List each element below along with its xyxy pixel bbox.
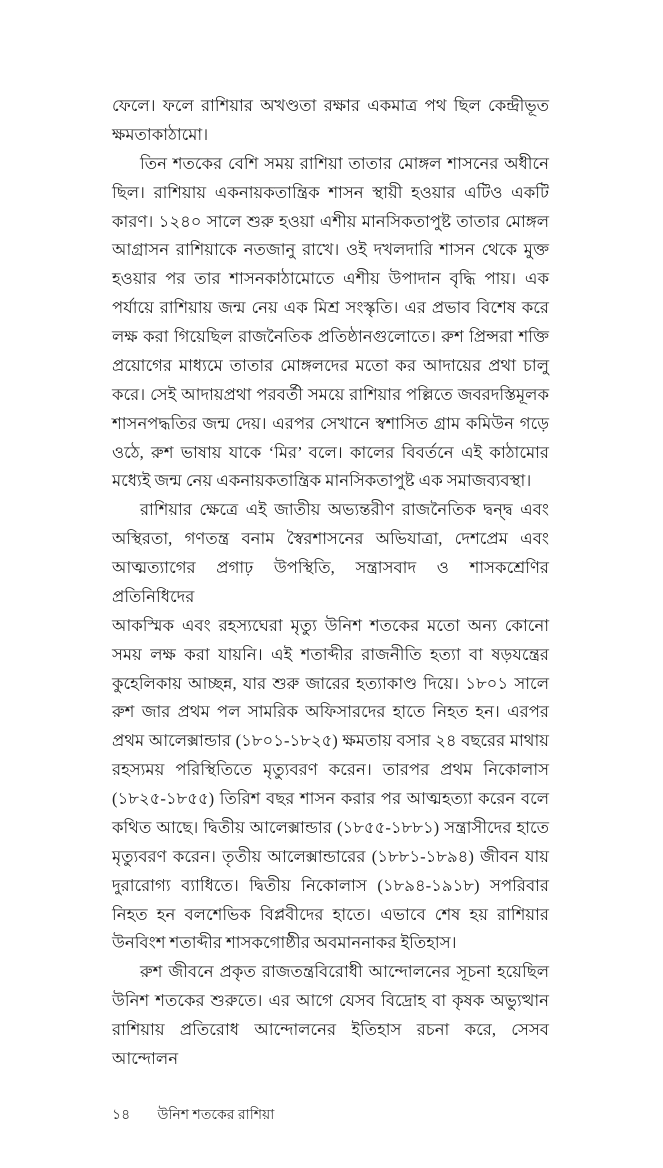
text-line: করে। সেই আদায়প্রথা পরবর্তী সময়ে রাশিয়ার পল্লিতে জবরদস্তিমূলক [112,384,549,404]
text-line: আত্মত্যাগের প্রগাঢ় উপস্থিতি, সন্ত্রাসবাদ ও শাসকশ্রেণির প্রতিনিধিদের [112,558,549,606]
text-line: আকস্মিক এবং রহস্যঘেরা মৃত্যু উনিশ শতকের মতো অন্য কোনো [112,615,549,635]
text-line: হওয়ার পর তার শাসনকাঠামোতে এশীয় উপাদান বৃদ্ধি পায়। এক [112,269,549,289]
paragraph [112,150,549,497]
text-line: প্রয়োগের মাধ্যমে তাতার মোঙ্গলদের মতো কর আদায়ের প্রথা চালু [112,355,549,375]
text-line: অস্থিরতা, গণতন্ত্র বনাম স্বৈরশাসনের অভিযাত্রা, দেশপ্রেম এবং [112,529,549,549]
text-line: ছিল। রাশিয়ায় একনায়কতান্ত্রিক শাসন স্থায়ী হওয়ার এটিও একটি [112,182,549,202]
text-line: তিন শতকের বেশি সময় রাশিয়া তাতার মোঙ্গল শাসনের অধীনে [140,153,549,173]
text-line: শাসনপদ্ধতির জন্ম দেয়। এরপর সেখানে স্বশাসিত গ্রাম কমিউন গড়ে [112,413,549,433]
text-line: (১৮২৫-১৮৫৫) তিরিশ বছর শাসন করার পর আত্মহত্যা করেন বলে [112,789,549,808]
text-line: রাশিয়ার ক্ষেত্রে এই জাতীয় অভ্যন্তরীণ রাজনৈতিক দ্বন্দ্ব এবং [140,500,549,520]
text-line: রাশিয়ায় প্রতিরোধ আন্দোলনের ইতিহাস রচনা করে, সেসব আন্দোলন [112,1020,549,1068]
text-line: রহস্যময় পরিস্থিতিতে মৃত্যুবরণ করেন। তারপর প্রথম নিকোলাস [112,760,549,780]
text-line: রুশ জীবনে প্রকৃত রাজতন্ত্রবিরোধী আন্দোলনের সূচনা হয়েছিল [140,962,549,982]
running-title: উনিশ শতকের রাশিয়া [157,1107,275,1123]
text-line: কথিত আছে। দ্বিতীয় আলেক্সান্ডার (১৮৫৫-১৮৮১) সন্ত্রাসীদের হাতে [112,817,549,837]
text-line: মধ্যেই জন্ম নেয় একনায়কতান্ত্রিক মানসিকতাপুষ্ট এক সমাজব্যবস্থা। [112,471,532,491]
text-line: মৃত্যুবরণ করেন। তৃতীয় আলেক্সান্ডারের (১৮৮১-১৮৯৪) জীবন যায় [112,846,549,866]
text-line: ওঠে, রুশ ভাষায় যাকে ‘মির’ বলে। কালের বিবর্তনে এই কাঠামোর [112,442,549,462]
paragraph [112,496,549,958]
text-line: নিহত হন বলশেভিক বিপ্লবীদের হাতে। এভাবে শেষ হয় রাশিয়ার [112,904,549,924]
text-line: লক্ষ করা গিয়েছিল রাজনৈতিক প্রতিষ্ঠানগুলোতে। রুশ প্রিন্সরা শক্তি [112,327,549,346]
text-line: পর্যায়ে রাশিয়ায় জন্ম নেয় এক মিশ্র সংস্কৃতি। এর প্রভাব বিশেষ করে [112,298,549,318]
text-line: প্রথম আলেক্সান্ডার (১৮০১-১৮২৫) ক্ষমতায় বসার ২৪ বছরের মাথায় [112,731,549,751]
body-text [112,0,549,1074]
page-footer [112,1104,663,1168]
paragraph [112,958,549,1074]
text-line: কুহেলিকায় আচ্ছন্ন, যার শুরু জারের হত্যাকাণ্ড দিয়ে। ১৮০১ সালে [112,673,549,693]
text-line: আগ্রাসন রাশিয়াকে নতজানু রাখে। ওই দখলদারি শাসন থেকে মুক্ত [112,240,549,260]
text-line: রুশ জার প্রথম পল সামরিক অফিসারদের হাতে নিহত হন। এরপর [112,702,549,722]
text-line: সময় লক্ষ করা যায়নি। এই শতাব্দীর রাজনীতি হত্যা বা ষড়যন্ত্রের [112,644,549,664]
text-line: উনিশ শতকের শুরুতে। এর আগে যেসব বিদ্রোহ বা কৃষক অভ্যুত্থান [112,991,549,1011]
paragraph [112,92,549,150]
text-line: ক্ষমতাকাঠামো। [112,124,209,144]
page-number: ১৪ [112,1107,131,1123]
text-line: ফেলে। ফলে রাশিয়ার অখণ্ডতা রক্ষার একমাত্র পথ ছিল কেন্দ্রীভূত [112,96,549,115]
text-line: দুরারোগ্য ব্যাধিতে। দ্বিতীয় নিকোলাস (১৮৯৪-১৯১৮) সপরিবার [112,875,549,895]
text-line: কারণ। ১২৪০ সালে শুরু হওয়া এশীয় মানসিকতাপুষ্ট তাতার মোঙ্গল [112,211,549,231]
text-line: উনবিংশ শতাব্দীর শাসকগোষ্ঠীর অবমাননাকর ইতিহাস। [112,933,457,953]
